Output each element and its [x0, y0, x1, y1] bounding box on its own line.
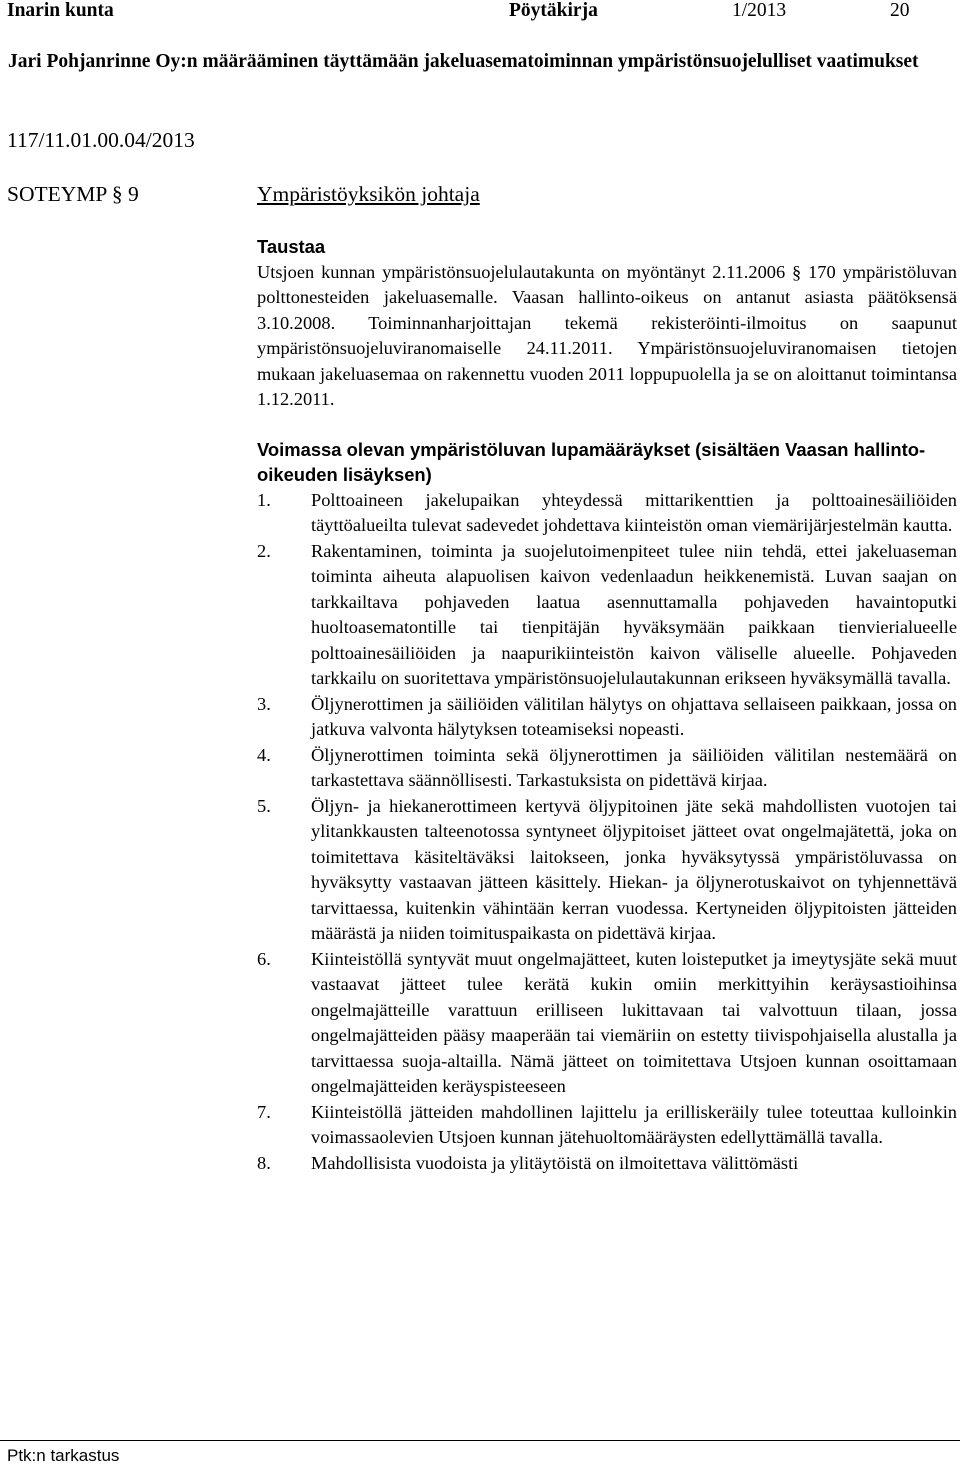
condition-item [257, 1100, 957, 1151]
condition-text: Polttoaineen jakelupaikan yhteydessä mittarikenttien ja polttoainesäiliöiden täyttöalueilta tulevat sadevedet johdettava kiinteistön oman viemärijärjestelmän kautta. [311, 489, 957, 535]
section-label: SOTEYMP § 9 [7, 182, 139, 206]
background-text: Utsjoen kunnan ympäristönsuojelulautakunta on myöntänyt 2.11.2006 § 170 ympäristöluvan polttonesteiden jakeluasemalle. Vaasan hallinto-oikeus on antanut asiasta päätöksensä 3.10.2008. Toiminnanharjoittajan tekemä rekisteröinti-ilmoitus on saapunut ympäristönsuojeluviranomaiselle 24.11.2011. Ympäristönsuojeluviranomaisen tietojen mukaan jakeluasemaa on rakennettu vuoden 2011 loppupuolella ja se on aloittanut toimintansa 1.12.2011. [257, 261, 957, 409]
condition-number: 6. [257, 948, 271, 969]
condition-text: Öljyn- ja hiekanerottimeen kertyvä öljypitoinen jäte sekä mahdollisten vuotojen tai ylitankkausten talteenotossa syntyneet öljypitoiset jätteet ovat ongelmajätettä, joka on toimitettava käsiteltäväksi laitokseen, jonka hyväksytyssä ympäristöluvassa on hyväksytty vastaavan jätteen käsittely. Hiekan- ja öljynerotuskaivot on tyhjennettävä tarvittaessa, kuitenkin vähintään kerran vuodessa. Kertyneiden öljypitoisten jätteiden määrästä ja niiden toimituspaikasta on pidettävä kirjaa. [311, 795, 957, 943]
header-issue: 1/2013 [732, 0, 787, 21]
header-municipality: Inarin kunta [7, 0, 114, 21]
condition-text: Mahdollisista vuodoista ja ylitäytöistä on ilmoitettava välittömästi [311, 1152, 799, 1173]
condition-item [257, 1151, 957, 1177]
reference-number: 117/11.01.00.04/2013 [7, 128, 195, 152]
condition-item [257, 794, 957, 947]
presenter-role: Ympäristöyksikön johtaja [257, 182, 480, 206]
footer-divider [0, 1440, 960, 1441]
condition-number: 3. [257, 693, 271, 714]
main-content [257, 234, 957, 1176]
condition-text: Öljynerottimen toiminta sekä öljynerottimen ja säiliöiden välitilan nestemäärä on tarkastettava säännöllisesti. Tarkastuksista on pidettävä kirjaa. [311, 744, 957, 790]
condition-number: 8. [257, 1152, 271, 1173]
conditions-heading: Voimassa olevan ympäristöluvan lupamääräykset (sisältäen Vaasan hallinto-oikeuden lisäyksen) [257, 438, 926, 485]
condition-text: Kiinteistöllä jätteiden mahdollinen lajittelu ja erilliskeräily tulee toteuttaa kulloinkin voimassaolevien Utsjoen kunnan jätehuoltomääräysten edellyttämällä tavalla. [311, 1101, 957, 1147]
header-page-number: 20 [890, 0, 910, 21]
condition-item [257, 488, 957, 539]
condition-number: 2. [257, 540, 271, 561]
condition-item [257, 692, 957, 743]
condition-item [257, 947, 957, 1100]
condition-item [257, 539, 957, 692]
condition-text: Öljynerottimen ja säiliöiden välitilan hälytys on ohjattava sellaiseen paikkaan, jossa on jatkuva valvonta hälytyksen toteamiseksi nopeasti. [311, 693, 957, 739]
condition-number: 4. [257, 744, 271, 765]
condition-text: Rakentaminen, toiminta ja suojelutoimenpiteet tulee niin tehdä, ettei jakeluaseman toiminta aiheuta alapuolisen kaivon vedenlaadun heikkenemistä. Luvan saajan on tarkkailtava pohjaveden laatua asennuttamalla pohjaveden havaintoputki huoltoasematontille tai tienpitäjän hyväksymään paikkaan tienvierialueelle polttoainesäiliöiden ja naapurikiinteistön kaivon väliselle alueelle. Pohjaveden tarkkailu on suoritettava ympäristönsuojelulautakunnan erikseen hyväksymällä tavalla. [311, 540, 957, 688]
condition-number: 5. [257, 795, 271, 816]
condition-number: 1. [257, 489, 271, 510]
document-title: Jari Pohjanrinne Oy:n määrääminen täyttämään jakeluasematoiminnan ympäristönsuojelulliset vaatimukset [8, 51, 919, 72]
footer-inspection-label: Ptk:n tarkastus [7, 1446, 120, 1465]
condition-number: 7. [257, 1101, 271, 1122]
header-doc-type: Pöytäkirja [509, 0, 598, 21]
background-heading: Taustaa [257, 236, 326, 257]
condition-item [257, 743, 957, 794]
condition-text: Kiinteistöllä syntyvät muut ongelmajätteet, kuten loisteputket ja imeytysjäte sekä muut vastaavat jätteet tulee kerätä kukin omiin merkittyihin keräysastioihinsa ongelmajätteille varattuun erilliseen lukittavaan tai valvottuun tilaan, jossa ongelmajätteiden pääsy maaperään tai viemäriin on estetty tiivispohjaisella alustalla ja tarvittaessa suoja-altailla. Nämä jätteet on toimitettava Utsjoen kunnan osoittamaan ongelmajätteiden keräyspisteeseen [311, 948, 957, 1096]
